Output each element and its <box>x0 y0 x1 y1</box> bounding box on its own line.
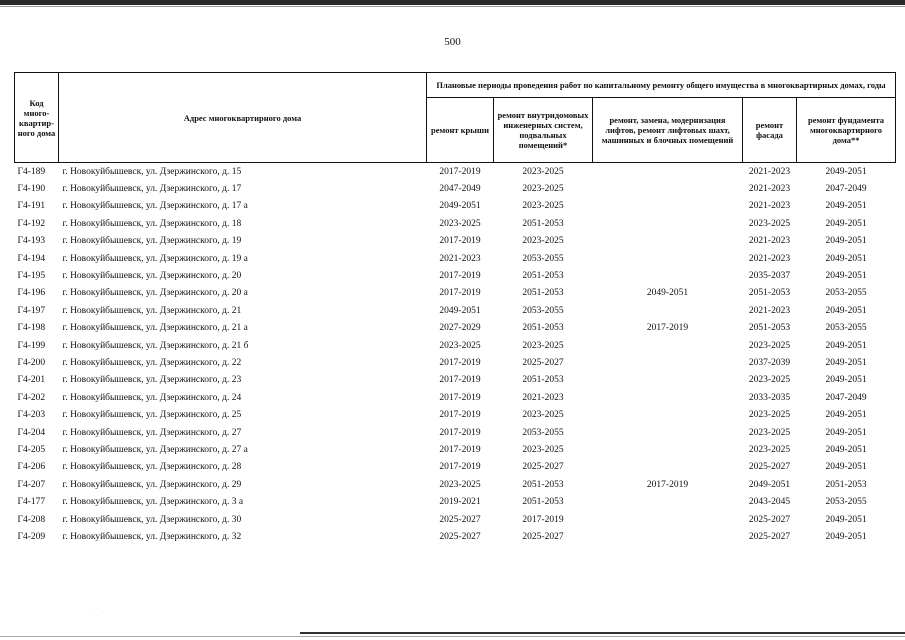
table-row <box>15 180 896 197</box>
address-cell: г. Новокуйбышевск, ул. Дзержинского, д. 19 а <box>62 253 248 264</box>
code-cell: Г4-208 <box>17 514 46 525</box>
systems-cell: 2025-2027 <box>522 462 564 473</box>
header-planned-periods: Плановые периоды проведения работ по капитальному ремонту общего имущества в многоквартирных домах, годы <box>427 73 896 98</box>
systems-cell: 2023-2025 <box>522 236 564 247</box>
table-row <box>15 441 896 458</box>
code-cell: Г4-209 <box>17 531 46 542</box>
facade-cell: 2025-2027 <box>748 531 791 542</box>
header-roof: ремонт крыши <box>427 98 494 163</box>
code-cell: Г4-190 <box>17 184 46 195</box>
facade-cell: 2021-2023 <box>748 184 791 195</box>
address-cell: г. Новокуйбышевск, ул. Дзержинского, д. 21 <box>62 305 242 316</box>
systems-cell: 2023-2025 <box>522 184 564 195</box>
systems-cell: 2025-2027 <box>522 531 564 542</box>
roof-cell: 2017-2019 <box>439 271 481 282</box>
address-cell: г. Новокуйбышевск, ул. Дзержинского, д. 27 <box>62 427 242 438</box>
table-row <box>15 389 896 406</box>
elevators-cell: 2017-2019 <box>646 479 689 490</box>
foundation-cell: 2049-2051 <box>825 218 867 229</box>
address-cell: г. Новокуйбышевск, ул. Дзержинского, д. 21 б <box>62 340 249 351</box>
elevators-cell <box>593 163 743 181</box>
table-row <box>15 476 896 493</box>
table-row <box>15 493 896 510</box>
code-cell: Г4-195 <box>17 271 46 282</box>
facade-cell: 2043-2045 <box>748 497 791 508</box>
header-code: Код много-квартир-ного дома <box>15 73 59 163</box>
systems-cell: 2017-2019 <box>522 514 564 525</box>
foundation-cell: 2049-2051 <box>825 427 867 438</box>
code-cell: Г4-207 <box>17 479 46 490</box>
code-cell: Г4-200 <box>17 357 46 368</box>
table-row <box>15 424 896 441</box>
header-foundation: ремонт фундамента многоквартирного дома** <box>797 98 896 163</box>
roof-cell: 2027-2029 <box>439 323 481 334</box>
address-cell: г. Новокуйбышевск, ул. Дзержинского, д. 20 а <box>62 288 248 299</box>
code-cell: Г4-198 <box>17 323 46 334</box>
header-systems: ремонт внутридомовых инженерных систем, подвальных помещений* <box>494 98 593 163</box>
foundation-cell: 2049-2051 <box>825 357 867 368</box>
roof-cell: 2019-2021 <box>439 497 481 508</box>
foundation-cell: 2049-2051 <box>825 410 867 421</box>
elevators-cell <box>593 493 743 510</box>
foundation-cell: 2049-2051 <box>825 514 867 525</box>
address-cell: г. Новокуйбышевск, ул. Дзержинского, д. 32 <box>62 531 242 542</box>
table-row <box>15 372 896 389</box>
elevators-cell <box>593 424 743 441</box>
address-cell: г. Новокуйбышевск, ул. Дзержинского, д. 19 <box>62 236 242 247</box>
scan-noise: · · · <box>92 610 116 616</box>
foundation-cell: 2053-2055 <box>825 288 867 299</box>
address-cell: г. Новокуйбышевск, ул. Дзержинского, д. 25 <box>62 410 242 421</box>
elevators-cell <box>593 372 743 389</box>
table-row <box>15 233 896 250</box>
elevators-cell <box>593 389 743 406</box>
elevators-cell <box>593 354 743 371</box>
systems-cell: 2021-2023 <box>522 392 564 403</box>
elevators-cell <box>593 337 743 354</box>
table-row <box>15 406 896 423</box>
table-row <box>15 250 896 267</box>
systems-cell: 2051-2053 <box>522 218 564 229</box>
roof-cell: 2017-2019 <box>439 462 481 473</box>
systems-cell: 2051-2053 <box>522 271 564 282</box>
facade-cell: 2049-2051 <box>748 479 791 490</box>
elevators-cell <box>593 528 743 545</box>
foundation-cell: 2047-2049 <box>825 184 867 195</box>
table-row <box>15 215 896 232</box>
address-cell: г. Новокуйбышевск, ул. Дзержинского, д. 28 <box>62 462 242 473</box>
facade-cell: 2037-2039 <box>748 357 791 368</box>
elevators-cell <box>593 302 743 319</box>
roof-cell: 2017-2019 <box>439 410 481 421</box>
elevators-cell <box>593 267 743 284</box>
address-cell: г. Новокуйбышевск, ул. Дзержинского, д. 23 <box>62 375 242 386</box>
roof-cell: 2017-2019 <box>439 357 481 368</box>
systems-cell: 2023-2025 <box>522 444 564 455</box>
foundation-cell: 2053-2055 <box>825 323 867 334</box>
table-row <box>15 198 896 215</box>
foundation-cell: 2049-2051 <box>825 201 867 212</box>
roof-cell: 2025-2027 <box>439 514 481 525</box>
foundation-cell: 2049-2051 <box>825 305 867 316</box>
code-cell: Г4-202 <box>17 392 46 403</box>
scan-top-edge-line <box>0 6 905 7</box>
foundation-cell: 2049-2051 <box>825 166 867 177</box>
systems-cell: 2051-2053 <box>522 479 564 490</box>
facade-cell: 2033-2035 <box>748 392 791 403</box>
systems-cell: 2053-2055 <box>522 305 564 316</box>
roof-cell: 2023-2025 <box>439 340 481 351</box>
roof-cell: 2017-2019 <box>439 392 481 403</box>
roof-cell: 2023-2025 <box>439 479 481 490</box>
roof-cell: 2017-2019 <box>439 236 481 247</box>
address-cell: г. Новокуйбышевск, ул. Дзержинского, д. 18 <box>62 218 242 229</box>
facade-cell: 2023-2025 <box>748 427 791 438</box>
table-row <box>15 354 896 371</box>
systems-cell: 2025-2027 <box>522 357 564 368</box>
foundation-cell: 2049-2051 <box>825 236 867 247</box>
systems-cell: 2053-2055 <box>522 427 564 438</box>
table-row <box>15 337 896 354</box>
elevators-cell <box>593 180 743 197</box>
foundation-cell: 2049-2051 <box>825 462 867 473</box>
foundation-cell: 2051-2053 <box>825 479 867 490</box>
elevators-cell <box>593 511 743 528</box>
repair-schedule-table <box>14 72 896 546</box>
address-cell: г. Новокуйбышевск, ул. Дзержинского, д. 15 <box>62 166 242 177</box>
systems-cell: 2051-2053 <box>522 497 564 508</box>
facade-cell: 2023-2025 <box>748 444 791 455</box>
code-cell: Г4-199 <box>17 340 46 351</box>
systems-cell: 2053-2055 <box>522 253 564 264</box>
code-cell: Г4-203 <box>17 410 46 421</box>
systems-cell: 2051-2053 <box>522 288 564 299</box>
elevators-cell <box>593 406 743 423</box>
header-address: Адрес многоквартирного дома <box>59 73 427 163</box>
code-cell: Г4-201 <box>17 375 46 386</box>
table-row <box>15 459 896 476</box>
facade-cell: 2035-2037 <box>748 271 791 282</box>
code-cell: Г4-192 <box>17 218 46 229</box>
table-row <box>15 320 896 337</box>
facade-cell: 2023-2025 <box>748 218 791 229</box>
elevators-cell <box>593 233 743 250</box>
address-cell: г. Новокуйбышевск, ул. Дзержинского, д. 21 а <box>62 323 248 334</box>
code-cell: Г4-189 <box>17 166 46 177</box>
address-cell: г. Новокуйбышевск, ул. Дзержинского, д. 24 <box>62 392 242 403</box>
facade-cell: 2021-2023 <box>748 201 791 212</box>
table-row <box>15 267 896 284</box>
address-cell: г. Новокуйбышевск, ул. Дзержинского, д. 22 <box>62 357 242 368</box>
foundation-cell: 2049-2051 <box>825 531 867 542</box>
roof-cell: 2017-2019 <box>439 288 481 299</box>
facade-cell: 2025-2027 <box>748 514 791 525</box>
code-cell: Г4-194 <box>17 253 46 264</box>
systems-cell: 2023-2025 <box>522 201 564 212</box>
roof-cell: 2017-2019 <box>439 166 481 177</box>
address-cell: г. Новокуйбышевск, ул. Дзержинского, д. 3 а <box>62 497 244 508</box>
code-cell: Г4-206 <box>17 462 46 473</box>
foundation-cell: 2049-2051 <box>825 375 867 386</box>
systems-cell: 2051-2053 <box>522 375 564 386</box>
roof-cell: 2047-2049 <box>439 184 481 195</box>
elevators-cell <box>593 198 743 215</box>
roof-cell: 2021-2023 <box>439 253 481 264</box>
code-cell: Г4-196 <box>17 288 46 299</box>
scan-bottom-edge-line <box>0 636 905 637</box>
roof-cell: 2017-2019 <box>439 444 481 455</box>
page-number: 500 <box>444 36 461 48</box>
elevators-cell <box>593 250 743 267</box>
table-row <box>15 302 896 319</box>
roof-cell: 2025-2027 <box>439 531 481 542</box>
facade-cell: 2021-2023 <box>748 236 791 247</box>
header-facade: ремонт фасада <box>743 98 797 163</box>
code-cell: Г4-197 <box>17 305 46 316</box>
header-elevators: ремонт, замена, модернизация лифтов, ремонт лифтовых шахт, машинных и блочных помещений <box>593 98 743 163</box>
scan-top-edge <box>0 0 905 5</box>
code-cell: Г4-193 <box>17 236 46 247</box>
roof-cell: 2017-2019 <box>439 427 481 438</box>
roof-cell: 2049-2051 <box>439 201 481 212</box>
facade-cell: 2025-2027 <box>748 462 791 473</box>
facade-cell: 2051-2053 <box>748 288 791 299</box>
facade-cell: 2021-2023 <box>748 253 791 264</box>
address-cell: г. Новокуйбышевск, ул. Дзержинского, д. 27 а <box>62 444 248 455</box>
foundation-cell: 2049-2051 <box>825 253 867 264</box>
header-row-1 <box>15 73 896 98</box>
table-row <box>15 285 896 302</box>
elevators-cell <box>593 459 743 476</box>
facade-cell: 2023-2025 <box>748 375 791 386</box>
foundation-cell: 2049-2051 <box>825 271 867 282</box>
facade-cell: 2021-2023 <box>748 305 791 316</box>
address-cell: г. Новокуйбышевск, ул. Дзержинского, д. 29 <box>62 479 242 490</box>
roof-cell: 2049-2051 <box>439 305 481 316</box>
address-cell: г. Новокуйбышевск, ул. Дзержинского, д. 30 <box>62 514 242 525</box>
facade-cell: 2021-2023 <box>748 166 791 177</box>
elevators-cell: 2049-2051 <box>646 288 689 299</box>
code-cell: Г4-204 <box>17 427 46 438</box>
table-body <box>15 163 896 546</box>
roof-cell: 2023-2025 <box>439 218 481 229</box>
address-cell: г. Новокуйбышевск, ул. Дзержинского, д. 17 а <box>62 201 248 212</box>
foundation-cell: 2049-2051 <box>825 444 867 455</box>
elevators-cell <box>593 441 743 458</box>
code-cell: Г4-191 <box>17 201 46 212</box>
facade-cell: 2051-2053 <box>748 323 791 334</box>
roof-cell: 2017-2019 <box>439 375 481 386</box>
foundation-cell: 2049-2051 <box>825 340 867 351</box>
foundation-cell: 2053-2055 <box>825 497 867 508</box>
code-cell: Г4-205 <box>17 444 46 455</box>
table-row <box>15 528 896 545</box>
table-row <box>15 163 896 181</box>
code-cell: Г4-177 <box>17 497 46 508</box>
address-cell: г. Новокуйбышевск, ул. Дзержинского, д. 20 <box>62 271 242 282</box>
elevators-cell: 2017-2019 <box>646 323 689 334</box>
facade-cell: 2023-2025 <box>748 340 791 351</box>
systems-cell: 2023-2025 <box>522 340 564 351</box>
facade-cell: 2023-2025 <box>748 410 791 421</box>
table-row <box>15 511 896 528</box>
systems-cell: 2023-2025 <box>522 166 564 177</box>
scan-bottom-edge <box>300 632 905 634</box>
address-cell: г. Новокуйбышевск, ул. Дзержинского, д. 17 <box>62 184 242 195</box>
foundation-cell: 2047-2049 <box>825 392 867 403</box>
elevators-cell <box>593 215 743 232</box>
systems-cell: 2023-2025 <box>522 410 564 421</box>
systems-cell: 2051-2053 <box>522 323 564 334</box>
